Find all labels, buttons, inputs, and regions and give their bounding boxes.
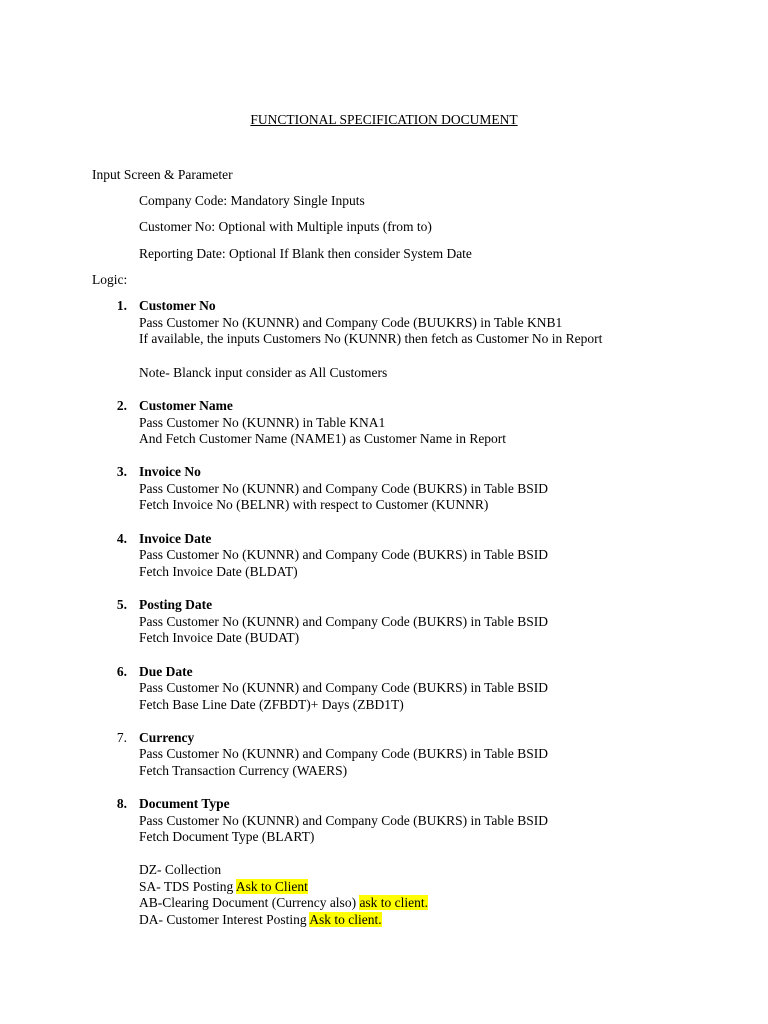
- item-heading-posting-date: Posting Date: [139, 597, 213, 612]
- item-line: Fetch Invoice No (BELNR) with respect to Customer (KUNNR): [139, 497, 489, 512]
- item-line: Pass Customer No (KUNNR) and Company Code (BUKRS) in Table BSID: [139, 614, 549, 629]
- item-heading-invoice-date: Invoice Date: [139, 531, 212, 546]
- doc-type-line: [139, 878, 308, 895]
- input-reporting-date: Reporting Date: Optional If Blank then consider System Date: [139, 246, 472, 261]
- item-number: 3.: [116, 464, 127, 479]
- doc-type-text: AB-Clearing Document (Currency also): [139, 895, 360, 910]
- item-line: Pass Customer No (KUNNR) and Company Code (BUKRS) in Table BSID: [139, 746, 549, 761]
- doc-type-line: [139, 894, 428, 911]
- item-heading-document-type: Document Type: [139, 796, 230, 811]
- item-line: Pass Customer No (KUNNR) and Company Code (BUKRS) in Table BSID: [139, 481, 549, 496]
- item-number: 5.: [116, 597, 127, 612]
- item-line: If available, the inputs Customers No (KUNNR) then fetch as Customer No in Report: [139, 331, 603, 346]
- doc-type-text: SA- TDS Posting: [139, 879, 236, 894]
- item-line: Pass Customer No (KUNNR) and Company Code (BUKRS) in Table BSID: [139, 547, 549, 562]
- highlight-note: ask to client.: [359, 895, 429, 910]
- item-line: And Fetch Customer Name (NAME1) as Customer Name in Report: [139, 431, 507, 446]
- item-line: Fetch Invoice Date (BUDAT): [139, 630, 300, 645]
- input-customer-no: Customer No: Optional with Multiple inputs (from to): [139, 219, 432, 234]
- item-line: Pass Customer No (KUNNR) in Table KNA1: [139, 415, 386, 430]
- item-line: Fetch Invoice Date (BLDAT): [139, 564, 298, 579]
- item-line: Fetch Document Type (BLART): [139, 829, 315, 844]
- item-number: 6.: [116, 664, 127, 679]
- doc-type-text: DZ- Collection: [139, 862, 222, 877]
- doc-type-line: [139, 861, 221, 878]
- item-heading-customer-no: Customer No: [139, 298, 216, 313]
- item-line: Pass Customer No (KUNNR) and Company Code (BUKRS) in Table BSID: [139, 813, 549, 828]
- item-line: Fetch Transaction Currency (WAERS): [139, 763, 348, 778]
- doc-type-line: [139, 911, 382, 928]
- item-note: Note- Blanck input consider as All Customers: [139, 365, 388, 380]
- item-number: 7.: [116, 730, 127, 745]
- item-heading-currency: Currency: [139, 730, 195, 745]
- item-heading-invoice-no: Invoice No: [139, 464, 201, 479]
- input-company-code: Company Code: Mandatory Single Inputs: [139, 193, 365, 208]
- item-line: Pass Customer No (KUNNR) and Company Code (BUUKRS) in Table KNB1: [139, 315, 563, 330]
- item-line: Pass Customer No (KUNNR) and Company Code (BUKRS) in Table BSID: [139, 680, 549, 695]
- input-heading: Input Screen & Parameter: [92, 167, 233, 182]
- doc-type-text: DA- Customer Interest Posting: [139, 912, 310, 927]
- highlight-note: Ask to Client: [235, 879, 308, 894]
- item-line: Fetch Base Line Date (ZFBDT)+ Days (ZBD1T): [139, 697, 404, 712]
- item-number: 4.: [116, 531, 127, 546]
- item-heading-customer-name: Customer Name: [139, 398, 233, 413]
- highlight-note: Ask to client.: [309, 912, 382, 927]
- item-heading-due-date: Due Date: [139, 664, 193, 679]
- item-number: 1.: [116, 298, 127, 313]
- document-title: FUNCTIONAL SPECIFICATION DOCUMENT: [250, 112, 518, 127]
- item-number: 2.: [116, 398, 127, 413]
- logic-heading: Logic:: [92, 272, 128, 287]
- item-number: 8.: [116, 796, 127, 811]
